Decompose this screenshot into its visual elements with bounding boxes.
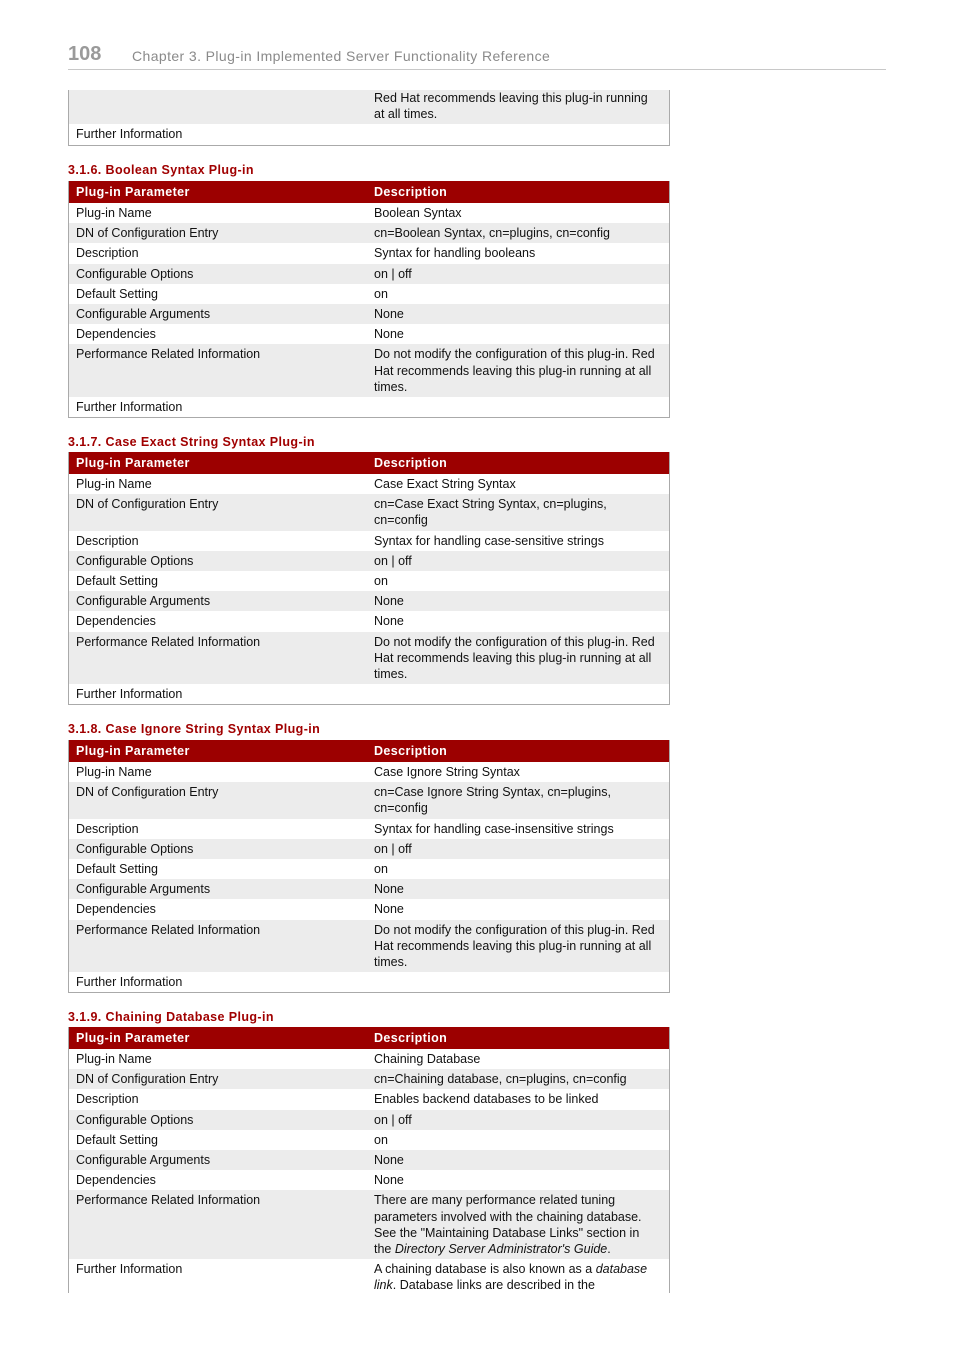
desc-cell: Do not modify the configuration of this plug-in. Red Hat recommends leaving this plug-in running at all times. — [374, 634, 655, 682]
table-row — [69, 1259, 669, 1293]
desc-cell: cn=Chaining database, cn=plugins, cn=config — [374, 1072, 627, 1087]
desc-cell: None — [374, 594, 404, 609]
param-cell: Plug-in Name — [76, 206, 152, 220]
table-row — [69, 551, 669, 571]
section-heading: 3.1.9. Chaining Database Plug-in — [68, 1010, 274, 1024]
param-cell — [69, 90, 368, 122]
param-cell: Description — [76, 821, 139, 836]
param-cell: Dependencies — [76, 614, 156, 629]
desc-cell: on — [374, 286, 388, 301]
desc-cell: None — [374, 1173, 404, 1188]
chapter-title: Chapter 3. Plug-in Implemented Server Functionality Reference — [132, 48, 551, 64]
param-cell: DN of Configuration Entry — [76, 785, 219, 800]
desc-cell: Do not modify the configuration of this plug-in. Red Hat recommends leaving this plug-in running at all times. — [374, 347, 655, 394]
table-row — [69, 1170, 669, 1190]
desc-cell: Syntax for handling booleans — [374, 246, 536, 261]
table-row — [69, 1150, 669, 1170]
table-header — [69, 452, 669, 474]
param-cell: Dependencies — [76, 1173, 156, 1188]
param-cell: Configurable Arguments — [76, 882, 211, 897]
table-row — [69, 474, 669, 494]
desc-cell: Chaining Database — [374, 1052, 481, 1066]
table-row — [69, 879, 669, 899]
table-row — [69, 1130, 669, 1150]
table-row — [69, 1110, 669, 1130]
desc-cell: None — [374, 327, 404, 342]
page-number: 108 — [68, 43, 102, 65]
desc-cell: on — [374, 862, 388, 877]
param-cell: Performance Related Information — [76, 922, 261, 937]
desc-cell: Enables backend databases to be linked — [374, 1092, 599, 1107]
desc-text: . Database links are described in the — [392, 1278, 595, 1293]
desc-cell: on | off — [374, 1112, 412, 1127]
table-row — [69, 1069, 669, 1089]
table-row — [69, 571, 669, 591]
param-cell: Plug-in Name — [76, 765, 152, 779]
header-param: Plug-in Parameter — [76, 184, 190, 199]
header-param: Plug-in Parameter — [76, 743, 190, 758]
guide-title: Directory Server Administrator's Guide — [394, 1242, 608, 1257]
table-row — [69, 324, 669, 344]
desc-cell — [368, 1192, 667, 1257]
desc-cell: Boolean Syntax — [374, 206, 462, 220]
desc-text: There are many performance related tuning parameters involved with the chaining database. See the "Maintaining Database Links" section in the — [374, 1193, 642, 1257]
table-row — [69, 611, 669, 631]
plugin-table — [68, 1027, 670, 1293]
table-row — [69, 899, 669, 919]
desc-cell: on | off — [374, 553, 412, 568]
desc-cell: Syntax for handling case-sensitive strings — [374, 533, 604, 548]
desc-cell: Case Exact String Syntax — [374, 477, 516, 491]
param-cell: DN of Configuration Entry — [76, 1072, 219, 1087]
table-row — [69, 591, 669, 611]
param-cell: Performance Related Information — [76, 1193, 261, 1208]
param-cell: DN of Configuration Entry — [76, 497, 219, 512]
desc-cell: None — [374, 614, 404, 629]
table-row — [69, 819, 669, 839]
desc-cell: on — [374, 1132, 388, 1147]
param-cell: Configurable Options — [76, 266, 194, 281]
desc-cell — [368, 1261, 667, 1293]
table-header — [69, 181, 669, 203]
desc-cell: Do not modify the configuration of this plug-in. Red Hat recommends leaving this plug-in running at all times. — [374, 922, 655, 970]
desc-cell: cn=Case Ignore String Syntax, cn=plugins, cn=config — [374, 785, 611, 816]
desc-cell — [368, 974, 667, 990]
param-cell: Description — [76, 533, 139, 548]
term-emphasis: database link — [374, 1262, 648, 1293]
section-heading: 3.1.8. Case Ignore String Syntax Plug-in — [68, 722, 321, 736]
table-row — [69, 243, 669, 263]
desc-cell — [368, 686, 667, 702]
param-cell: Default Setting — [76, 286, 158, 301]
desc-cell: Red Hat recommends leaving this plug-in running at all times. — [374, 91, 648, 122]
param-cell: Description — [76, 246, 139, 261]
param-cell: Configurable Arguments — [76, 1153, 211, 1168]
header-param: Plug-in Parameter — [76, 1030, 190, 1045]
desc-cell: None — [374, 882, 404, 897]
table-row — [69, 531, 669, 551]
table-header — [69, 1027, 669, 1049]
param-cell: DN of Configuration Entry — [76, 226, 219, 241]
desc-cell: on — [374, 574, 388, 589]
header-desc: Description — [374, 1030, 448, 1045]
table-row — [69, 972, 669, 992]
param-cell: Description — [76, 1092, 139, 1107]
table-header — [69, 740, 669, 762]
param-cell: Default Setting — [76, 574, 158, 589]
param-cell: Further Information — [76, 400, 183, 415]
desc-cell: Case Ignore String Syntax — [374, 765, 520, 779]
table-row — [69, 90, 669, 124]
table-row — [69, 264, 669, 284]
param-cell: Performance Related Information — [76, 634, 261, 649]
table-row — [69, 632, 669, 685]
plugin-table — [68, 452, 670, 705]
header-desc: Description — [374, 455, 448, 470]
param-cell: Default Setting — [76, 862, 158, 877]
param-cell: Configurable Arguments — [76, 307, 211, 322]
table-row — [69, 203, 669, 223]
param-cell: Configurable Options — [76, 841, 194, 856]
param-cell: Further Information — [76, 975, 183, 990]
page-header — [68, 40, 886, 70]
param-cell: Further Information — [76, 687, 183, 702]
param-cell: Configurable Options — [76, 1112, 194, 1127]
desc-cell: None — [374, 307, 404, 322]
table-row — [69, 397, 669, 417]
table-row — [69, 762, 669, 782]
param-cell: Plug-in Name — [76, 477, 152, 491]
param-cell: Default Setting — [76, 1132, 158, 1147]
desc-cell: None — [374, 902, 404, 917]
header-param: Plug-in Parameter — [76, 455, 190, 470]
plugin-table — [68, 181, 670, 418]
desc-cell: on | off — [374, 841, 412, 856]
desc-cell — [368, 126, 667, 142]
table-row — [69, 684, 669, 704]
param-cell: Further Information — [76, 127, 183, 142]
desc-text: A chaining database is also known as a — [374, 1262, 596, 1277]
table-row — [69, 344, 669, 397]
header-desc: Description — [374, 743, 448, 758]
param-cell: Plug-in Name — [76, 1052, 152, 1066]
table-row — [69, 1049, 669, 1069]
continued-table — [68, 90, 670, 146]
table-row — [69, 782, 669, 818]
table-row — [69, 920, 669, 973]
section-heading: 3.1.7. Case Exact String Syntax Plug-in — [68, 435, 315, 449]
param-cell: Configurable Options — [76, 553, 194, 568]
desc-cell: None — [374, 1153, 404, 1168]
table-row — [69, 1190, 669, 1259]
table-row — [69, 124, 669, 144]
param-cell: Dependencies — [76, 327, 156, 342]
table-row — [69, 839, 669, 859]
param-cell: Dependencies — [76, 902, 156, 917]
desc-cell: cn=Case Exact String Syntax, cn=plugins, cn=config — [374, 497, 607, 528]
desc-text: . — [607, 1242, 611, 1257]
param-cell: Performance Related Information — [76, 347, 261, 362]
table-row — [69, 304, 669, 324]
table-row — [69, 1089, 669, 1109]
desc-cell: Syntax for handling case-insensitive strings — [374, 821, 614, 836]
desc-cell: cn=Boolean Syntax, cn=plugins, cn=config — [374, 226, 610, 241]
header-desc: Description — [374, 184, 448, 199]
desc-cell — [368, 399, 667, 415]
param-cell: Further Information — [76, 1262, 183, 1277]
table-row — [69, 284, 669, 304]
table-row — [69, 859, 669, 879]
param-cell: Configurable Arguments — [76, 594, 211, 609]
desc-cell: on | off — [374, 266, 412, 281]
table-row — [69, 494, 669, 530]
section-heading: 3.1.6. Boolean Syntax Plug-in — [68, 163, 254, 177]
plugin-table — [68, 740, 670, 993]
table-row — [69, 223, 669, 243]
